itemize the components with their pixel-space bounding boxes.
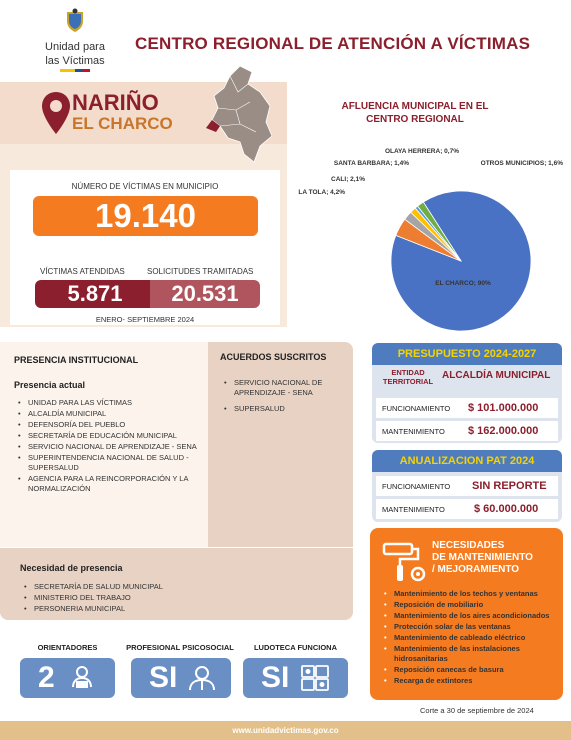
pie-label: OLAYA HERRERA; 0,7%: [384, 148, 459, 155]
logo: [20, 8, 130, 68]
stat-value: SI: [261, 661, 290, 694]
pie-label: CALI; 2,1%: [331, 176, 365, 183]
list-item: • SERVICIO NACIONAL DE APRENDIZAJE - SENA: [220, 378, 340, 398]
pie-label: LA TOLA; 4,2%: [298, 189, 345, 196]
entity-label: ENTIDAD TERRITORIAL: [382, 368, 434, 386]
list-item: • Reposición canecas de basura: [380, 665, 558, 675]
logo-text-2: las Víctimas: [45, 55, 105, 67]
presence-list: [14, 398, 204, 495]
stat-value: SI: [149, 661, 178, 694]
pat-title: ANUALIZACION PAT 2024: [372, 450, 562, 472]
list-item: • SUPERINTENDENCIA NACIONAL DE SALUD - SUPERSALUD: [14, 453, 204, 473]
current-presence-title: Presencia actual: [14, 380, 86, 390]
list-item: • Mantenimiento de cableado eléctrico: [380, 633, 558, 643]
municipality-name: EL CHARCO: [72, 114, 173, 133]
list-item: • AGENCIA PARA LA REINCORPORACIÓN Y LA NORMALIZACIÓN: [14, 474, 204, 494]
cutoff-date: Corte a 30 de septiembre de 2024: [420, 706, 534, 715]
pat-row-label: FUNCIONAMIENTO: [382, 482, 451, 491]
toy-blocks-icon: [301, 665, 329, 691]
map-pin-icon: [40, 90, 72, 136]
budget-row-value: $ 162.000.000: [468, 425, 539, 437]
list-item: • Recarga de extintores: [380, 676, 558, 686]
paint-roller-icon: [380, 540, 428, 584]
agreements-title: ACUERDOS SUSCRITOS: [220, 352, 327, 362]
maintenance-title: [432, 540, 557, 576]
coat-of-arms-icon: [62, 8, 88, 34]
pie-label: OTROS MUNICIPIOS; 1,6%: [480, 160, 563, 167]
pat-row-value: $ 60.000.000: [474, 503, 539, 515]
list-item: • SERVICIO NACIONAL DE APRENDIZAJE - SENA: [14, 442, 204, 452]
presence-title: PRESENCIA INSTITUCIONAL: [14, 355, 139, 365]
list-item: • PERSONERIA MUNICIPAL: [20, 604, 340, 614]
period-label: ENERO- SEPTIEMBRE 2024: [95, 315, 195, 324]
maintenance-list: [380, 589, 558, 687]
needs-list: [20, 582, 340, 615]
agreements-list: [220, 378, 340, 415]
requests-label: SOLICITUDES TRAMITADAS: [147, 267, 254, 276]
victims-count: 19.140: [33, 196, 258, 236]
footer-url[interactable]: www.unidadvictimas.gov.co: [0, 721, 571, 740]
pie-label: SANTA BARBARA; 1,4%: [333, 160, 409, 167]
stat-value: 2: [38, 661, 55, 694]
requests-value: 20.531: [150, 280, 260, 308]
list-item: • Mantenimiento de las instalaciones hidrosanitarias: [380, 644, 558, 664]
stat-label: ORIENTADORES: [37, 643, 98, 652]
page-title: CENTRO REGIONAL DE ATENCIÓN A VÍCTIMAS: [135, 34, 531, 53]
agreements-panel: [208, 342, 353, 547]
list-item: • Mantenimiento de los aires acondicionados: [380, 611, 558, 621]
list-item: • MINISTERIO DEL TRABAJO: [20, 593, 340, 603]
pie-label: EL CHARCO; 90%: [435, 280, 491, 287]
pie-chart: [287, 140, 571, 340]
list-item: • Mantenimiento de los techos y ventanas: [380, 589, 558, 599]
list-item: • Reposición de mobiliario: [380, 600, 558, 610]
list-item: • SECRETARÍA DE EDUCACIÓN MUNICIPAL: [14, 431, 204, 441]
orientadores-box: [20, 658, 115, 698]
pat-row-label: MANTENIMIENTO: [382, 505, 445, 514]
list-item: • Protección solar de las ventanas: [380, 622, 558, 632]
attended-label: VÍCTIMAS ATENDIDAS: [40, 267, 125, 276]
list-item: • UNIDAD PARA LAS VÍCTIMAS: [14, 398, 204, 408]
list-item: • ALCALDÍA MUNICIPAL: [14, 409, 204, 419]
logo-text-1: Unidad para: [45, 41, 105, 53]
stat-label: LUDOTECA FUNCIONA: [253, 643, 338, 652]
list-item: • SECRETARÍA DE SALUD MUNICIPAL: [20, 582, 340, 592]
maintenance-title-line: / MEJORAMIENTO: [432, 564, 520, 575]
entity-value: ALCALDÍA MUNICIPAL: [442, 370, 551, 381]
professional-person-icon: [187, 665, 217, 691]
budget-row-value: $ 101.000.000: [468, 402, 539, 414]
budget-row: [376, 421, 558, 441]
maintenance-title-line: NECESIDADES: [432, 540, 505, 551]
list-item: • DEFENSORÍA DEL PUEBLO: [14, 420, 204, 430]
department-name: NARIÑO: [72, 90, 159, 115]
psicosocial-box: [131, 658, 231, 698]
budget-row-label: FUNCIONAMIENTO: [382, 404, 451, 413]
person-laptop-icon: [68, 665, 96, 691]
budget-row: [376, 398, 558, 418]
victims-label: NÚMERO DE VÍCTIMAS EN MUNICIPIO: [71, 182, 219, 191]
budget-row-label: MANTENIMIENTO: [382, 427, 445, 436]
attended-value: 5.871: [35, 280, 155, 308]
pat-row-value: SIN REPORTE: [472, 480, 547, 492]
flag-stripe: [60, 69, 90, 72]
stat-label: PROFESIONAL PSICOSOCIAL: [126, 643, 234, 652]
list-item: • SUPERSALUD: [220, 404, 340, 414]
pat-row: [376, 499, 558, 519]
colombia-map-icon: [200, 62, 280, 167]
budget-title: PRESUPUESTO 2024-2027: [372, 343, 562, 365]
ludoteca-box: [243, 658, 348, 698]
chart-title: AFLUENCIA MUNICIPAL EN EL CENTRO REGIONAL: [341, 101, 489, 125]
maintenance-title-line: DE MANTENIMIENTO: [432, 552, 533, 563]
needs-title: Necesidad de presencia: [20, 563, 123, 573]
pat-row: [376, 476, 558, 496]
